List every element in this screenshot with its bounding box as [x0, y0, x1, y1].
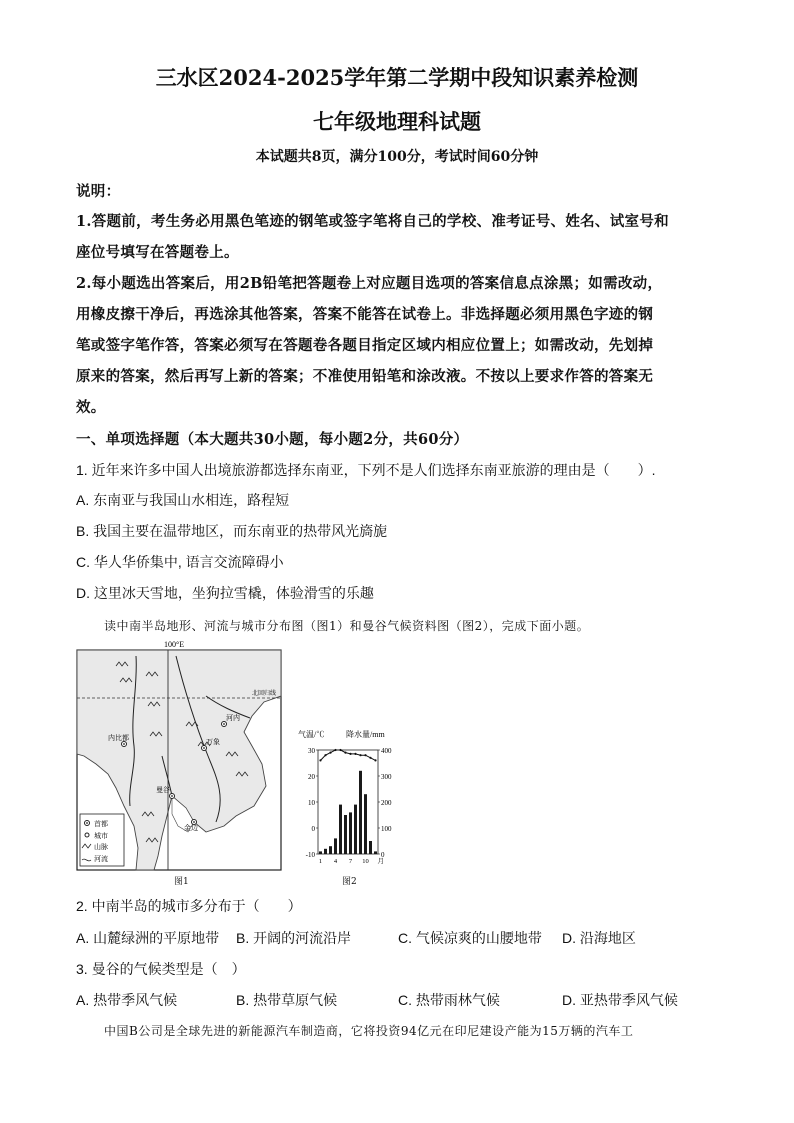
precip-bar [364, 794, 367, 854]
question-3-option-c: C. 热带雨林气候 [398, 992, 500, 1008]
temp-point [344, 752, 346, 754]
instruction-line: 1.答题前，考生务必用黑色笔迹的钢笔或签字笔将自己的学校、准考证号、姓名、试室号和 [76, 213, 669, 230]
y-left-tick-label: 0 [311, 825, 315, 833]
question-3-stem: 3. 曼谷的气候类型是（ ） [76, 961, 246, 977]
question-1-stem: 1. 近年来许多中国人出境旅游都选择东南亚，下列不是人们选择东南亚旅游的理由是（ ）. [76, 462, 656, 478]
question-1-option-d: D. 这里冰天雪地，坐狗拉雪橇，体验滑雪的乐趣 [76, 585, 374, 601]
axis-ticks [306, 747, 392, 865]
precip-bar [324, 849, 327, 854]
city-hanoi-label: 河内 [226, 714, 240, 722]
temp-polyline [321, 750, 376, 760]
x-tick-label: 7 [348, 858, 353, 865]
map-svg [76, 636, 282, 872]
precip-bars [319, 771, 377, 854]
section-heading: 一、单项选择题（本大题共30小题，每小题2分，共60分） [76, 431, 469, 448]
meridian-label: 100°E [164, 640, 185, 649]
temp-point [319, 759, 321, 761]
exam-subject-title: 七年级地理科试题 [313, 109, 481, 134]
y-right-tick-label: 100 [381, 825, 392, 833]
precip-bar [329, 846, 332, 854]
precip-bar [354, 805, 357, 854]
precip-bar [369, 841, 372, 854]
climate-chart [296, 728, 416, 886]
exam-info: 本试题共8页，满分100分，考试时间60分钟 [255, 149, 539, 165]
instruction-line: 原来的答案，然后再写上新的答案；不准使用铅笔和涂改液。不按以上要求作答的答案无 [76, 368, 654, 385]
question-2-stem: 2. 中南半岛的城市多分布于（ ） [76, 898, 302, 914]
y-left-tick-label: 30 [308, 747, 315, 755]
question-1-option-a: A. 东南亚与我国山水相连，路程短 [76, 492, 290, 508]
city-phnompenh-label: 金边 [184, 824, 198, 832]
temp-point [334, 749, 336, 751]
question-1-option-c: C. 华人华侨集中, 语言交流障碍小 [76, 554, 284, 570]
temp-point [364, 754, 366, 756]
tropic-label: 北回归线 [252, 691, 277, 697]
y-left-tick-label: 20 [308, 773, 315, 781]
temp-point [329, 752, 331, 754]
y-right-tick-label: 0 [381, 851, 385, 859]
legend-capital: 首都 [94, 820, 108, 828]
question-2-option-b: B. 开阔的河流沿岸 [236, 930, 352, 946]
question-1-option-b: B. 我国主要在温带地区，而东南亚的热带风光旖旎 [76, 523, 388, 539]
temp-point [339, 749, 341, 751]
chart-ylabel-left: 气温/℃ [298, 730, 325, 739]
y-left-tick-label: 10 [308, 799, 315, 807]
plot-frame [318, 750, 378, 854]
precip-bar [319, 851, 322, 854]
figure-2-caption: 图2 [342, 877, 357, 887]
question-3-option-a: A. 热带季风气候 [76, 992, 178, 1008]
x-tick-label: 1 [318, 858, 323, 865]
legend-city: 城市 [94, 832, 108, 840]
y-right-tick-label: 200 [381, 799, 392, 807]
question-2-option-d: D. 沿海地区 [562, 930, 636, 946]
instruction-line: 效。 [76, 399, 106, 416]
y-left-tick-label: -10 [305, 851, 315, 859]
precip-bar [344, 815, 347, 854]
precip-bar [374, 851, 377, 854]
question-3-option-d: D. 亚热带季风气候 [562, 992, 678, 1008]
x-axis-label: 月 [377, 858, 384, 865]
map-figure [76, 636, 282, 887]
temp-point [359, 754, 361, 756]
figure-1-caption: 图1 [174, 877, 189, 887]
city-vientiane-label: 万象 [206, 738, 220, 746]
question-3-option-b: B. 热带草原气候 [236, 992, 338, 1008]
question-2-option-a: A. 山麓绿洲的平原地带 [76, 930, 220, 946]
precip-bar [339, 805, 342, 854]
figure-intro: 读中南半岛地形、河流与城市分布图（图1）和曼谷气候资料图（图2），完成下面小题。 [104, 619, 590, 633]
temp-point [374, 759, 376, 761]
instruction-line: 用橡皮擦干净后，再选涂其他答案，答案不能答在试卷上。非选择题必须用黑色字迹的钢 [76, 306, 654, 323]
temp-point [354, 753, 356, 755]
y-right-tick-label: 300 [381, 773, 392, 781]
question-2-option-c: C. 气候凉爽的山腰地带 [398, 930, 542, 946]
temperature-line [319, 749, 376, 762]
chart-ylabel-right: 降水量/mm [346, 730, 385, 739]
y-right-tick-label: 400 [381, 747, 392, 755]
legend-mountain: 山脉 [94, 843, 108, 851]
temp-point [324, 754, 326, 756]
exam-title: 三水区2024-2025学年第二学期中段知识素养检测 [155, 65, 639, 90]
passage-start: 中国B公司是全球先进的新能源汽车制造商，它将投资94亿元在印尼建设产能为15万辆的汽车工 [104, 1024, 634, 1038]
city-naypyidaw-label: 内比都 [108, 734, 129, 742]
temp-point [369, 757, 371, 759]
instructions-label: 说明： [76, 183, 121, 200]
x-tick-label: 4 [333, 858, 338, 865]
instruction-line: 笔或签字笔作答，答案必须写在答题卷各题目指定区域内相应位置上；如需改动，先划掉 [76, 337, 654, 354]
temp-point [349, 753, 351, 755]
precip-bar [334, 838, 337, 854]
x-tick-label: 10 [362, 858, 369, 865]
legend-river: 河流 [94, 855, 108, 863]
precip-bar [349, 812, 352, 854]
instruction-line: 座位号填写在答题卷上。 [76, 244, 239, 261]
instruction-line: 2.每小题选出答案后，用2B铅笔把答题卷上对应题目选项的答案信息点涂黑；如需改动， [76, 275, 663, 292]
city-bangkok-label: 曼谷 [156, 786, 170, 794]
climate-chart-svg [296, 728, 416, 886]
precip-bar [359, 771, 362, 854]
